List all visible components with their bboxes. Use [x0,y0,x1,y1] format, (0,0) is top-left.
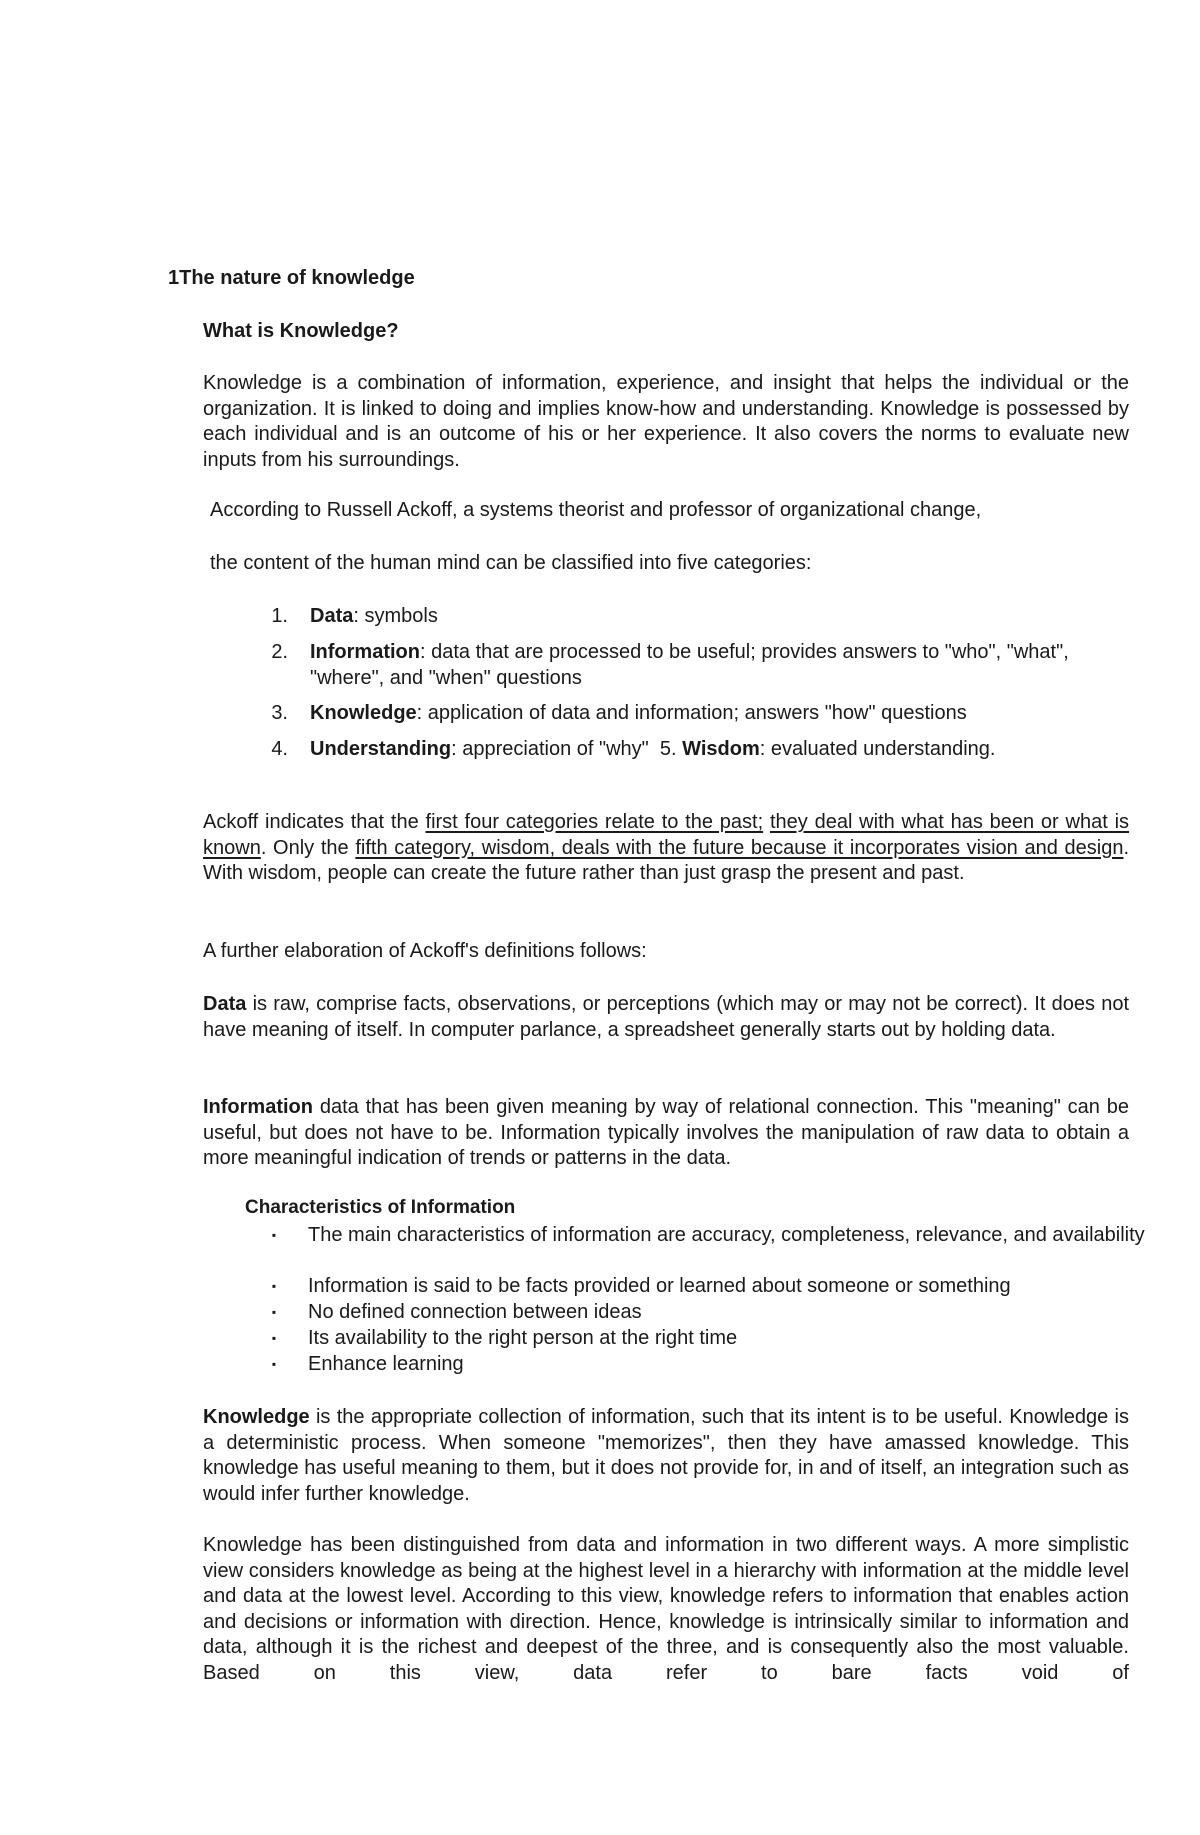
list-number: 2. [271,641,288,663]
list-term: Data [310,605,354,627]
section-subheading: What is Knowledge? [203,320,399,342]
data-paragraph [203,992,1129,1043]
list-description: : data that are processed to be useful; provides answers to "who", "what", [420,641,1069,663]
list-item [268,1223,1145,1274]
elaboration-line: A further elaboration of Ackoff's definitions follows: [203,940,647,962]
list-item-text: Information is said to be facts provided or learned about someone or something [308,1275,1011,1297]
intro-paragraph: Knowledge is a combination of information, experience, and insight that helps the individual or the organization. It is linked to doing and implies know-how and understanding. Knowledge is possessed by each individual and is an outcome of his or her experience. It also covers the norms to evaluate new inputs from his surroundings. [203,372,1129,471]
underlined-text: they deal with what has been or what is known [203,811,1130,859]
list-description-continued: "where", and "when" questions [310,666,582,689]
list-item-text: No defined connection between ideas [308,1301,642,1323]
bullet-icon: ▪ [271,1279,277,1293]
paragraph-text [763,811,770,833]
paragraph-text: is the appropriate collection of information, such that its intent is to be useful. Knowledge is a deterministic process. When someone "memorizes", then they have amassed knowledge. This knowledge has useful meaning to them, but it does not provide for, in and of itself, an integration such as would infer further knowledge. [203,1406,1129,1505]
characteristics-list [268,1223,1145,1378]
bullet-icon: ▪ [271,1357,277,1371]
list-number: 1. [271,605,288,627]
bullet-icon: ▪ [271,1228,277,1242]
paragraph-text: is raw, comprise facts, observations, or perceptions (which may or may not be correct). It does not have meaning of itself. In computer parlance, a spreadsheet generally starts out by holding data. [203,993,1129,1041]
list-item-text: The main characteristics of information are accuracy, completeness, relevance, and availability [308,1224,1145,1246]
list-term: Information [310,641,420,663]
list-term: Knowledge [310,702,417,724]
list-description: : evaluated understanding. [759,738,996,760]
paragraph-term: Knowledge [203,1406,310,1428]
paragraph-text: data that has been given meaning by way of relational connection. This "meaning" can be useful, but does not have to be. Information typically involves the manipulation of raw data to obtain a more meaningful indication of trends or patterns in the data. [203,1096,1129,1169]
document-heading: 1The nature of knowledge [168,267,415,289]
characteristics-heading: Characteristics of Information [245,1197,516,1218]
final-paragraph: Knowledge has been distinguished from data and information in two different ways. A more simplistic view considers knowledge as being at the highest level in a hierarchy with information at the middle level and data at the lowest level. According to this view, knowledge refers to information that enables action and decisions or information with direction. Hence, knowledge is intrinsically similar to information and data, although it is the richest and deepest of the three, and is consequently also the most valuable. Based on this view, data refer to bare facts void of [203,1534,1129,1684]
list-item [268,1300,1128,1326]
list-description: : appreciation of "why" 5. [451,738,683,760]
bullet-icon: ▪ [271,1331,277,1345]
paragraph-term: Information [203,1096,313,1118]
paragraph-text: . Only the [260,836,356,859]
knowledge-paragraph [203,1405,1129,1507]
paragraph-text: Ackoff indicates that the [203,811,426,833]
list-number: 3. [271,702,288,724]
bullet-icon: ▪ [271,1305,277,1319]
underlined-text: fifth category, wisdom, deals with the future because it incorporates vision and design [355,836,1124,859]
categories-intro-line: the content of the human mind can be classified into five categories: [210,552,812,574]
paragraph-term: Data [203,993,247,1015]
information-paragraph [203,1095,1129,1172]
list-term: Understanding [310,738,452,760]
list-item-text: Its availability to the right person at the right time [308,1327,738,1349]
list-item [268,1352,1128,1378]
ackoff-intro-line: According to Russell Ackoff, a systems theorist and professor of organizational change, [210,499,982,521]
ackoff-paragraph [203,810,1129,887]
list-item [268,1326,1128,1352]
list-term: Wisdom [682,738,760,760]
list-description: : symbols [353,605,438,627]
paragraph-text: . With wisdom, people can create the future rather than just grasp the present and past. [203,836,1130,884]
list-number: 4. [271,738,288,760]
underlined-text: first four categories relate to the past; [425,811,764,833]
list-description: : application of data and information; answers "how" questions [416,702,967,724]
list-item-text: Enhance learning [308,1353,464,1375]
list-item [268,1274,1128,1300]
